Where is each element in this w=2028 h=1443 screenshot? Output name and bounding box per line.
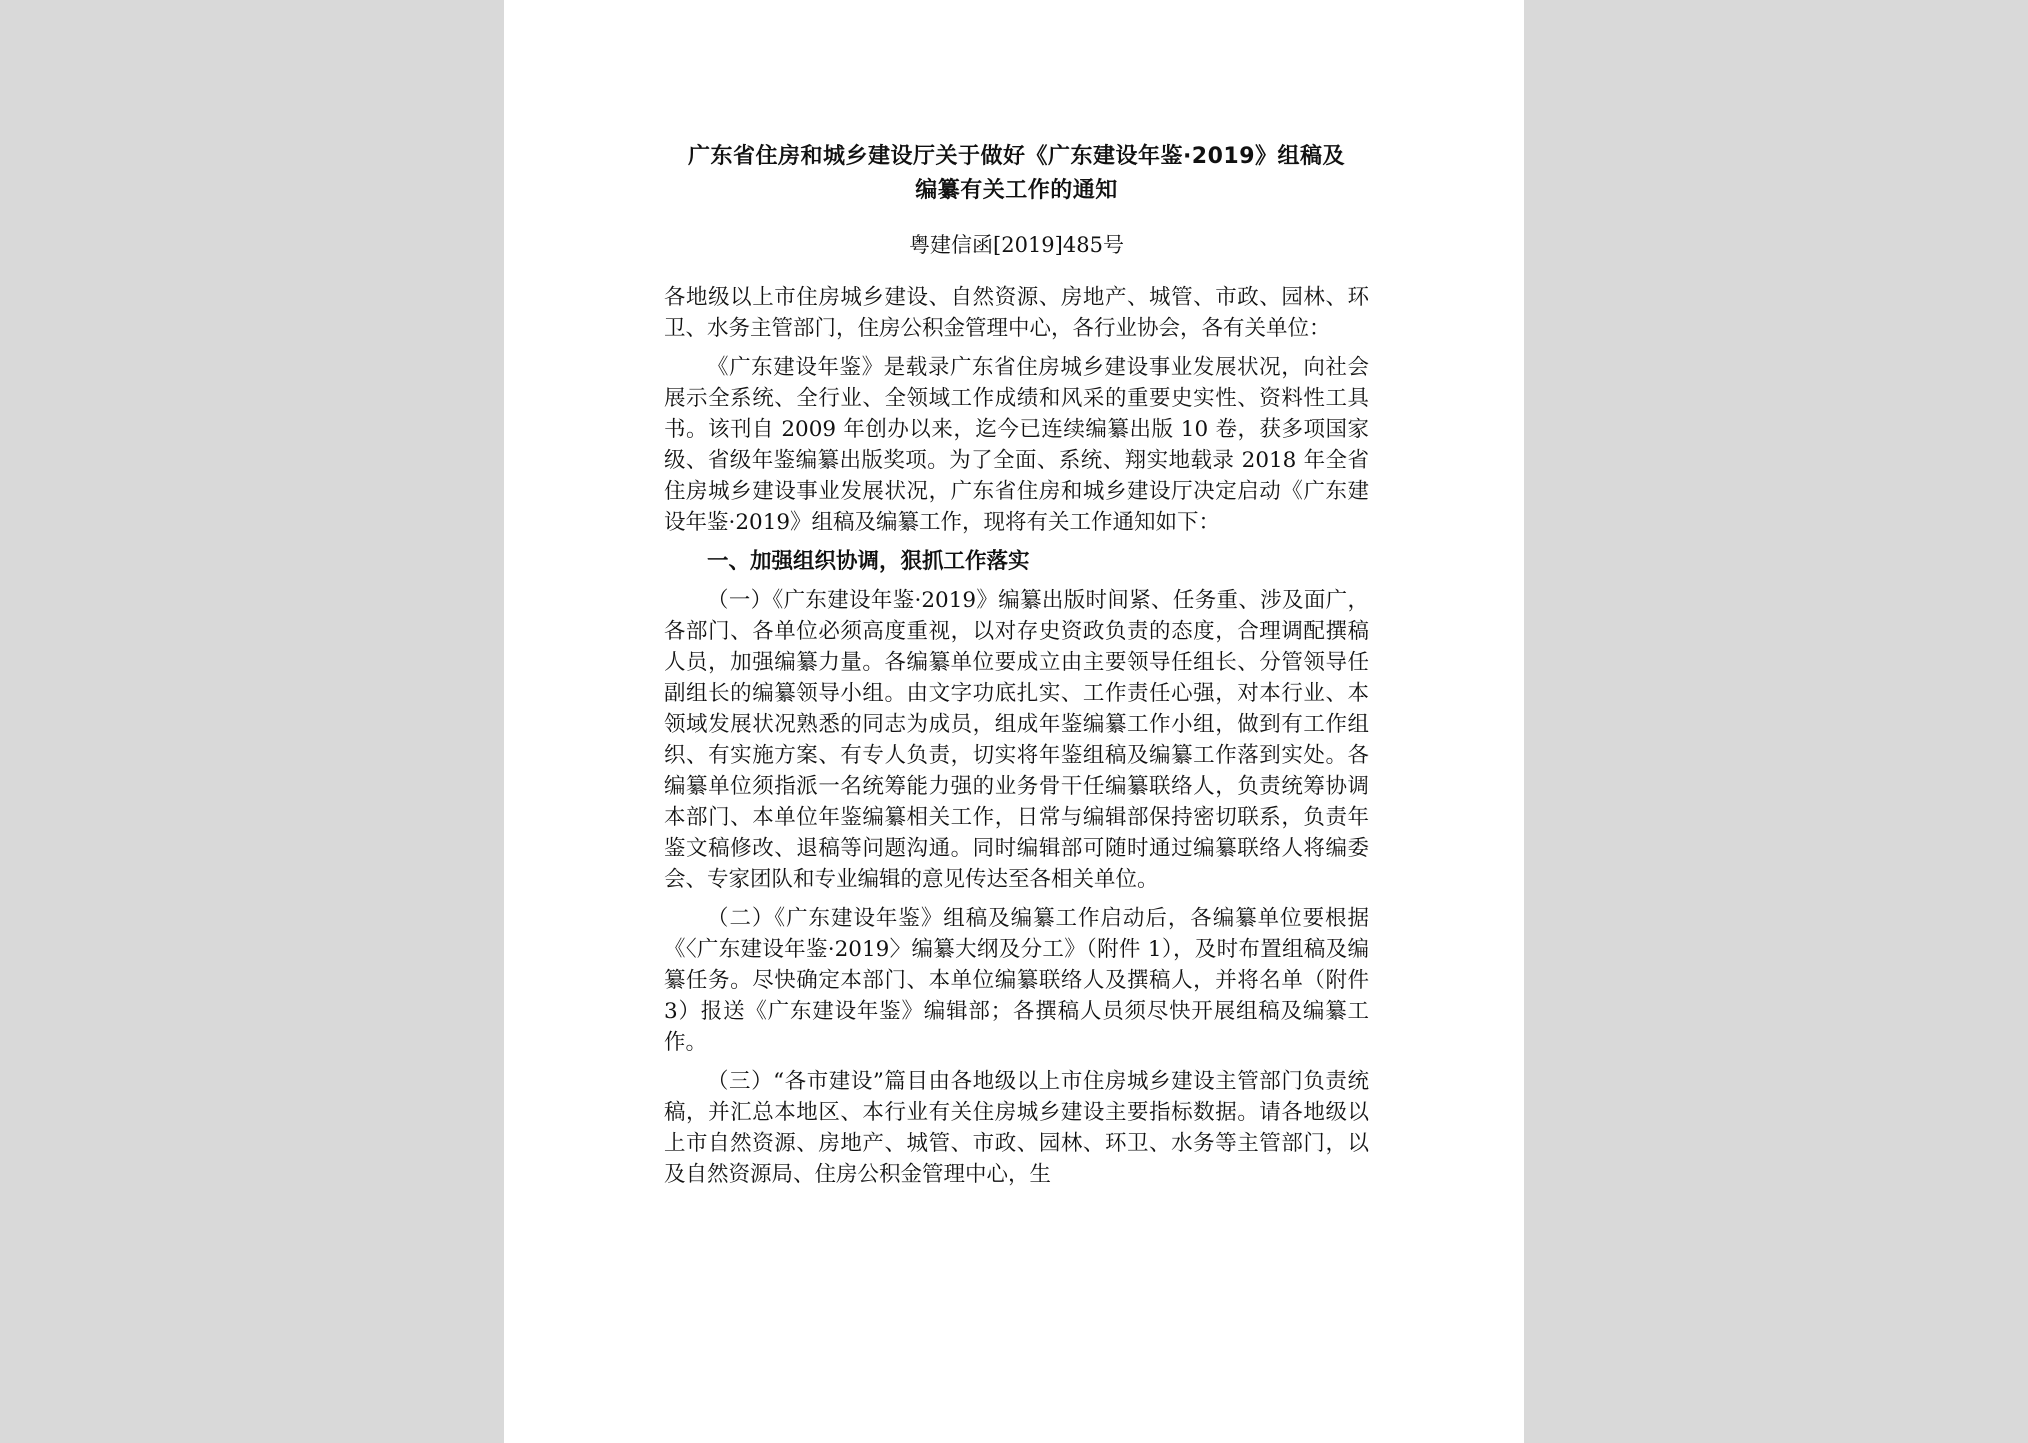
document-title <box>664 140 1369 208</box>
item-1-paragraph: （一）《广东建设年鉴·2019》编纂出版时间紧、任务重、涉及面广，各部门、各单位必须高度重视，以对存史资政负责的态度，合理调配撰稿人员，加强编纂力量。各编纂单位要成立由主要领导任组长、分管领导任副组长的编纂领导小组。由文字功底扎实、工作责任心强，对本行业、本领域发展状况熟悉的同志为成员，组成年鉴编纂工作小组，做到有工作组织、有实施方案、有专人负责，切实将年鉴组稿及编纂工作落到实处。各编纂单位须指派一名统筹能力强的业务骨干任编纂联络人，负责统筹协调本部门、本单位年鉴编纂相关工作，日常与编辑部保持密切联系，负责年鉴文稿修改、退稿等问题沟通。同时编辑部可随时通过编纂联络人将编委会、专家团队和专业编辑的意见传达至各相关单位。 <box>664 588 1369 892</box>
title-line-2: 编纂有关工作的通知 <box>915 178 1118 203</box>
intro-paragraph: 《广东建设年鉴》是载录广东省住房城乡建设事业发展状况，向社会展示全系统、全行业、全领域工作成绩和风采的重要史实性、资料性工具书。该刊自 2009 年创办以来，迄今已连续编纂出版 10 卷，获多项国家级、省级年鉴编纂出版奖项。为了全面、系统、翔实地载录 2018 年全省住房城乡建设事业发展状况，广东省住房和城乡建设厅决定启动《广东建设年鉴·2019》组稿及编纂工作，现将有关工作通知如下： <box>664 355 1369 535</box>
section-1-heading: 一、加强组织协调，狠抓工作落实 <box>707 549 1030 574</box>
item-3-paragraph: （三）“各市建设”篇目由各地级以上市住房城乡建设主管部门负责统稿，并汇总本地区、本行业有关住房城乡建设主要指标数据。请各地级以上市自然资源、房地产、城管、市政、园林、环卫、水务等主管部门，以及自然资源局、住房公积金管理中心，生 <box>664 1069 1369 1187</box>
page-content <box>664 140 1369 1198</box>
document-page <box>504 0 1524 1443</box>
addressee-paragraph: 各地级以上市住房城乡建设、自然资源、房地产、城管、市政、园林、环卫、水务主管部门，住房公积金管理中心，各行业协会，各有关单位： <box>664 285 1369 341</box>
document-number: 粤建信函[2019]485号 <box>909 233 1124 257</box>
title-line-1: 广东省住房和城乡建设厅关于做好《广东建设年鉴·2019》组稿及 <box>687 144 1346 169</box>
item-2-paragraph: （二）《广东建设年鉴》组稿及编纂工作启动后，各编纂单位要根据《〈广东建设年鉴·2019〉编纂大纲及分工》（附件 1），及时布置组稿及编纂任务。尽快确定本部门、本单位编纂联络人及撰稿人，并将名单（附件 3）报送《广东建设年鉴》编辑部；各撰稿人员须尽快开展组稿及编纂工作。 <box>664 906 1369 1055</box>
